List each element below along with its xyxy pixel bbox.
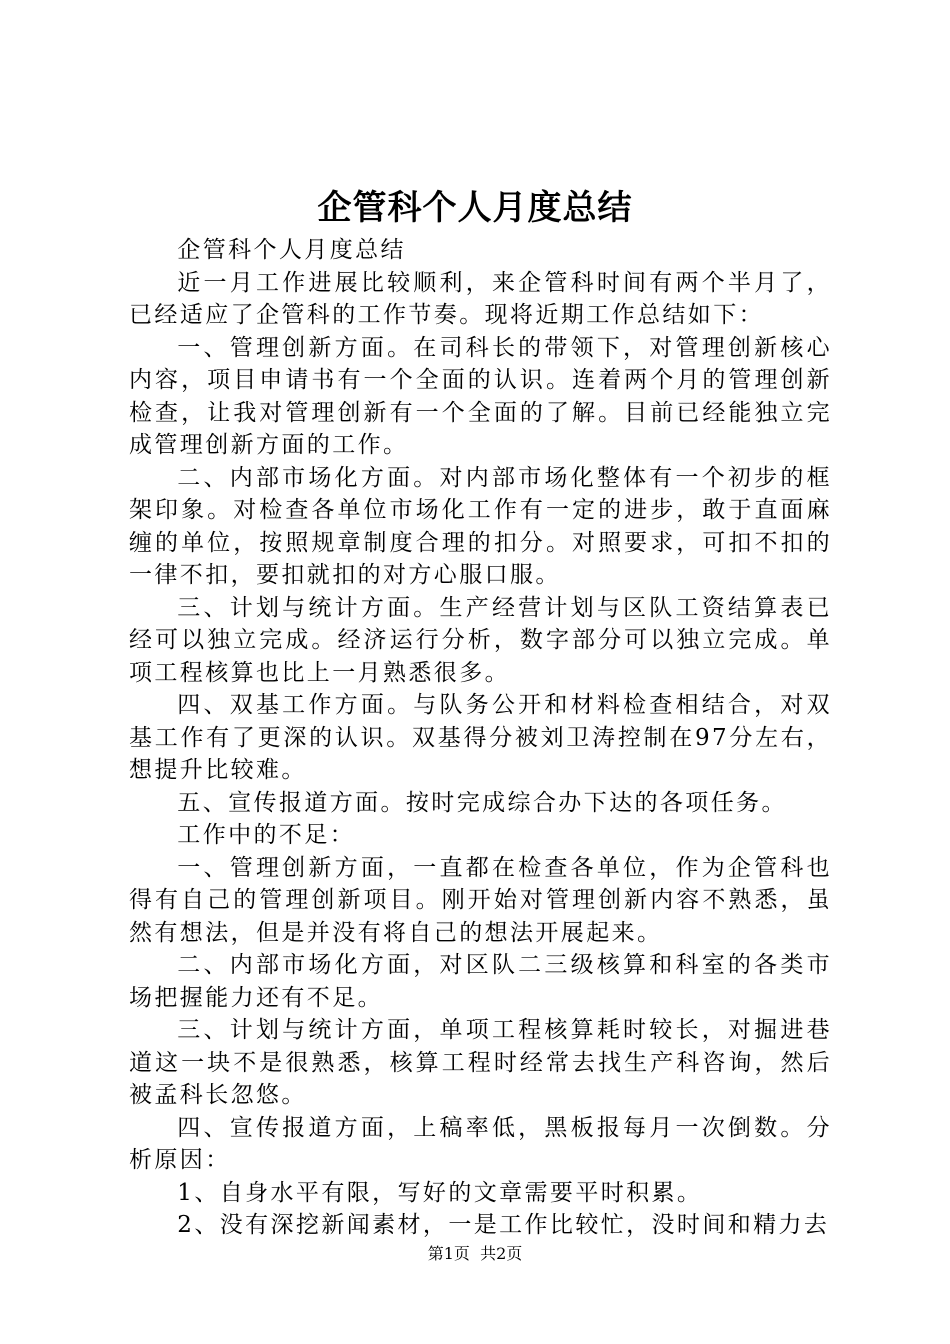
document-title: 企管科个人月度总结 — [317, 188, 633, 228]
body-paragraph: 四、宣传报道方面，上稿率低，黑板报每月一次倒数。分析原因： — [129, 1114, 832, 1173]
document-body — [129, 234, 832, 1242]
body-paragraph: 一、管理创新方面，一直都在检查各单位，作为企管科也得有自己的管理创新项目。刚开始对管理创新内容不熟悉，虽然有想法，但是并没有将自己的想法开展起来。 — [129, 854, 832, 946]
body-paragraph: 三、计划与统计方面。生产经营计划与区队工资结算表已经可以独立完成。经济运行分析，数字部分可以独立完成。单项工程核算也比上一月熟悉很多。 — [129, 594, 832, 686]
body-paragraph: 2、没有深挖新闻素材，一是工作比较忙，没时间和精力去 — [177, 1212, 830, 1238]
body-paragraph: 一、管理创新方面。在司科长的带领下，对管理创新核心内容，项目申请书有一个全面的认识。连着两个月的管理创新检查，让我对管理创新有一个全面的了解。目前已经能独立完成管理创新方面的工作。 — [129, 334, 832, 458]
body-paragraph: 二、内部市场化方面，对区队二三级核算和科室的各类市场把握能力还有不足。 — [129, 952, 832, 1011]
page-number: 第1页 共2页 — [427, 1244, 523, 1263]
page-footer — [0, 1243, 950, 1265]
body-paragraph: 近一月工作进展比较顺利，来企管科时间有两个半月了，已经适应了企管科的工作节奏。现将近期工作总结如下： — [129, 269, 832, 328]
body-paragraph: 二、内部市场化方面。对内部市场化整体有一个初步的框架印象。对检查各单位市场化工作有一定的进步，敢于直面麻缠的单位，按照规章制度合理的扣分。对照要求，可扣不扣的一律不扣，要扣就扣的对方心服口服。 — [129, 464, 832, 588]
body-paragraph: 三、计划与统计方面，单项工程核算耗时较长，对掘进巷道这一块不是很熟悉，核算工程时经常去找生产科咨询，然后被孟科长忽悠。 — [129, 1017, 832, 1108]
body-paragraph: 工作中的不足： — [177, 822, 356, 848]
body-paragraph: 四、双基工作方面。与队务公开和材料检查相结合，对双基工作有了更深的认识。双基得分被刘卫涛控制在97分左右，想提升比较难。 — [129, 692, 832, 783]
body-paragraph: 五、宣传报道方面。按时完成综合办下达的各项任务。 — [177, 789, 787, 816]
body-paragraph: 企管科个人月度总结 — [177, 237, 406, 263]
body-paragraph: 1、自身水平有限，写好的文章需要平时积累。 — [177, 1179, 703, 1206]
